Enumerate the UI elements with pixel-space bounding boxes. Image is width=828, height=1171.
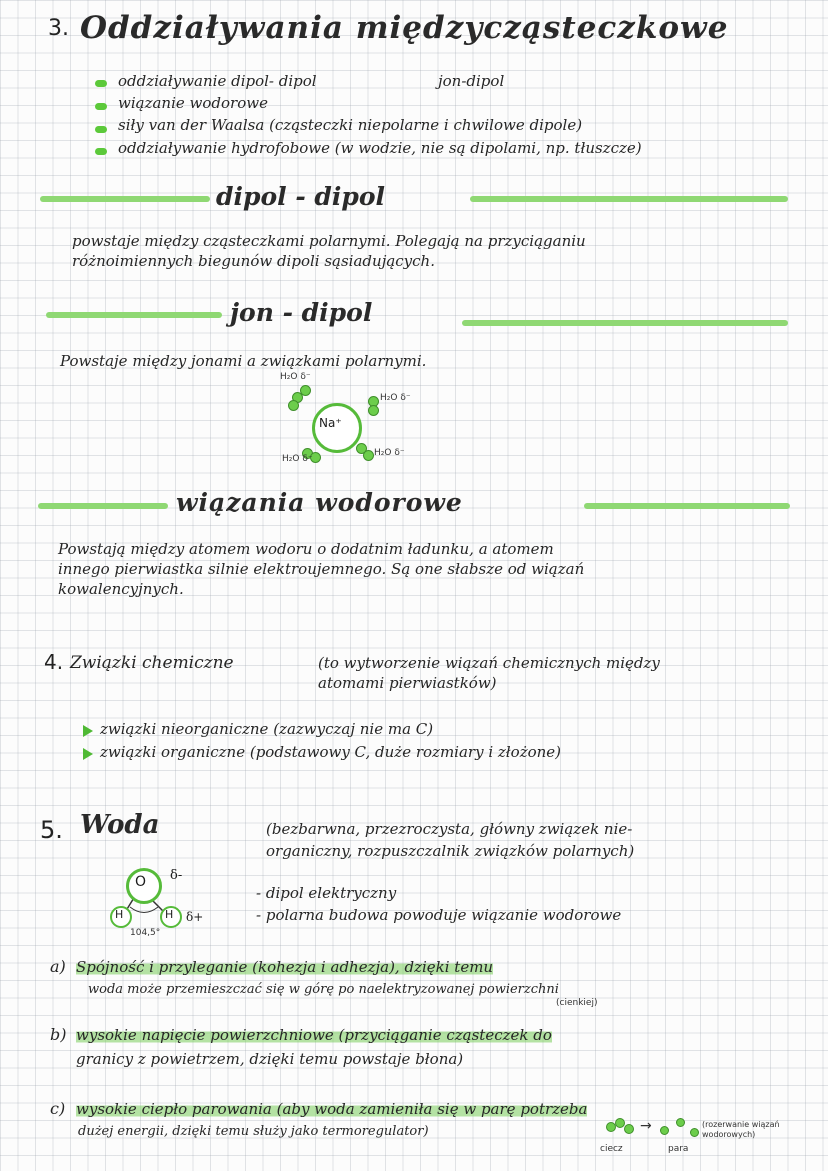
section-5-desc-line2: organiczny, rozpuszczalnik związków polarnych) [266,842,635,860]
water-label: H₂O δ⁻ [380,393,411,403]
heading-jon-dipol: jon - dipol [230,298,373,327]
section-4-note-line2: atomami pierwiastków) [318,674,497,692]
item-organiczne: związki organiczne (podstawowy C, duże rozmiary i złożone) [100,743,562,761]
water-molecule-dot [368,405,379,416]
hydrogen-label: H [115,908,124,921]
arrow-right-icon: → [640,1118,652,1134]
bullet-marker [95,126,107,133]
point-a-line1: Spójność i przyleganie (kohezja i adhezja), dzięki temu [76,958,494,976]
bullet-hydrofobowe: oddziaływanie hydrofobowe (w wodzie, nie są dipolami, np. tłuszcze) [118,139,642,157]
point-b-label: b) [50,1025,67,1044]
wodorowe-text-line1: Powstają między atomem wodoru o dodatnim ładunku, a atomem [58,540,554,558]
section-4-number: 4. [44,650,64,674]
item-nieorganiczne: związki nieorganiczne (zazwyczaj nie ma C) [100,720,434,738]
bond-breaking-note: (rozerwanie wiązań wodorowych) [702,1120,780,1139]
water-label: H₂O δ⁻ [374,448,405,458]
molecule-dot [660,1126,669,1135]
jon-text: Powstaje między jonami a związkami polarnymi. [60,352,427,370]
bullet-van-der-waals: siły van der Waalsa (cząsteczki niepolarne i chwilowe dipole) [118,116,583,134]
water-prop-polar: - polarna budowa powoduje wiązanie wodorowe [256,906,622,924]
bullet-dipol-dipol: oddziaływanie dipol- dipol [118,72,317,90]
divider-line [40,196,210,202]
arrow-bullet-icon [83,725,93,737]
point-c-label: c) [50,1099,66,1118]
arrow-bullet-icon [83,748,93,760]
molecule-dot [624,1124,634,1134]
divider-line [38,503,168,509]
divider-line [46,312,222,318]
water-label: H₂O δ⁻ [282,454,313,464]
point-a-line2: woda może przemieszczać się w górę po naelektryzowanej powierzchni [88,982,559,997]
bullet-wiazanie-wodorowe: wiązanie wodorowe [118,94,268,112]
liquid-label: ciecz [600,1144,623,1154]
point-c-line2: dużej energii, dzięki temu służy jako termoregulator) [78,1124,429,1139]
point-c-line1: wysokie ciepło parowania (aby woda zamieniła się w parę potrzeba [76,1100,588,1118]
section-3-title: Oddziaływania międzycząsteczkowe [80,10,729,46]
bond-angle-label: 104,5° [130,928,161,938]
bullet-marker [95,103,107,110]
oxygen-label: O [135,874,147,890]
divider-line [462,320,788,326]
section-4-note-line1: (to wytworzenie wiązań chemicznych między [318,654,660,672]
section-3-number: 3. [48,16,69,41]
water-molecule-dot [363,450,374,461]
heading-wiazania-wodorowe: wiązania wodorowe [176,488,463,517]
bullet-marker [95,148,107,155]
wodorowe-text-line2: innego pierwiastka silnie elektroujemnego. Są one słabsze od wiązań [58,560,585,578]
molecule-dot [676,1118,685,1127]
section-4-title: Związki chemiczne [70,653,234,673]
hydrogen-label: H [165,908,174,921]
water-label: H₂O δ⁻ [280,372,311,382]
section-5-number: 5. [40,816,63,844]
water-prop-dipol: - dipol elektryczny [256,884,397,902]
delta-minus-label: δ- [170,868,183,883]
dipol-text-line1: powstaje między cząsteczkami polarnymi. Polegają na przyciąganiu [72,232,586,250]
divider-line [584,503,790,509]
water-molecule-dot [300,385,311,396]
vapor-label: para [668,1144,689,1154]
dipol-text-line2: różnoimiennych biegunów dipoli sąsiadujących. [72,252,435,270]
divider-line [470,196,788,202]
water-molecule-dot [288,400,299,411]
bullet-jon-dipol: jon-dipol [438,72,505,90]
delta-plus-label: δ+ [186,910,204,924]
point-a-label: a) [50,957,66,976]
point-b-line1: wysokie napięcie powierzchniowe (przyciąganie cząsteczek do [76,1026,552,1044]
heading-dipol-dipol: dipol - dipol [216,182,386,211]
molecule-dot [690,1128,699,1137]
point-b-line2: granicy z powietrzem, dzięki temu powstaje błona) [76,1050,464,1068]
wodorowe-text-line3: kowalencyjnych. [58,580,184,598]
sodium-ion-label: Na⁺ [319,416,342,430]
bullet-marker [95,80,107,87]
point-a-note: (cienkiej) [556,998,598,1008]
section-5-title: Woda [80,810,160,840]
section-5-desc-line1: (bezbarwna, przezroczysta, główny związek nie- [266,820,633,838]
